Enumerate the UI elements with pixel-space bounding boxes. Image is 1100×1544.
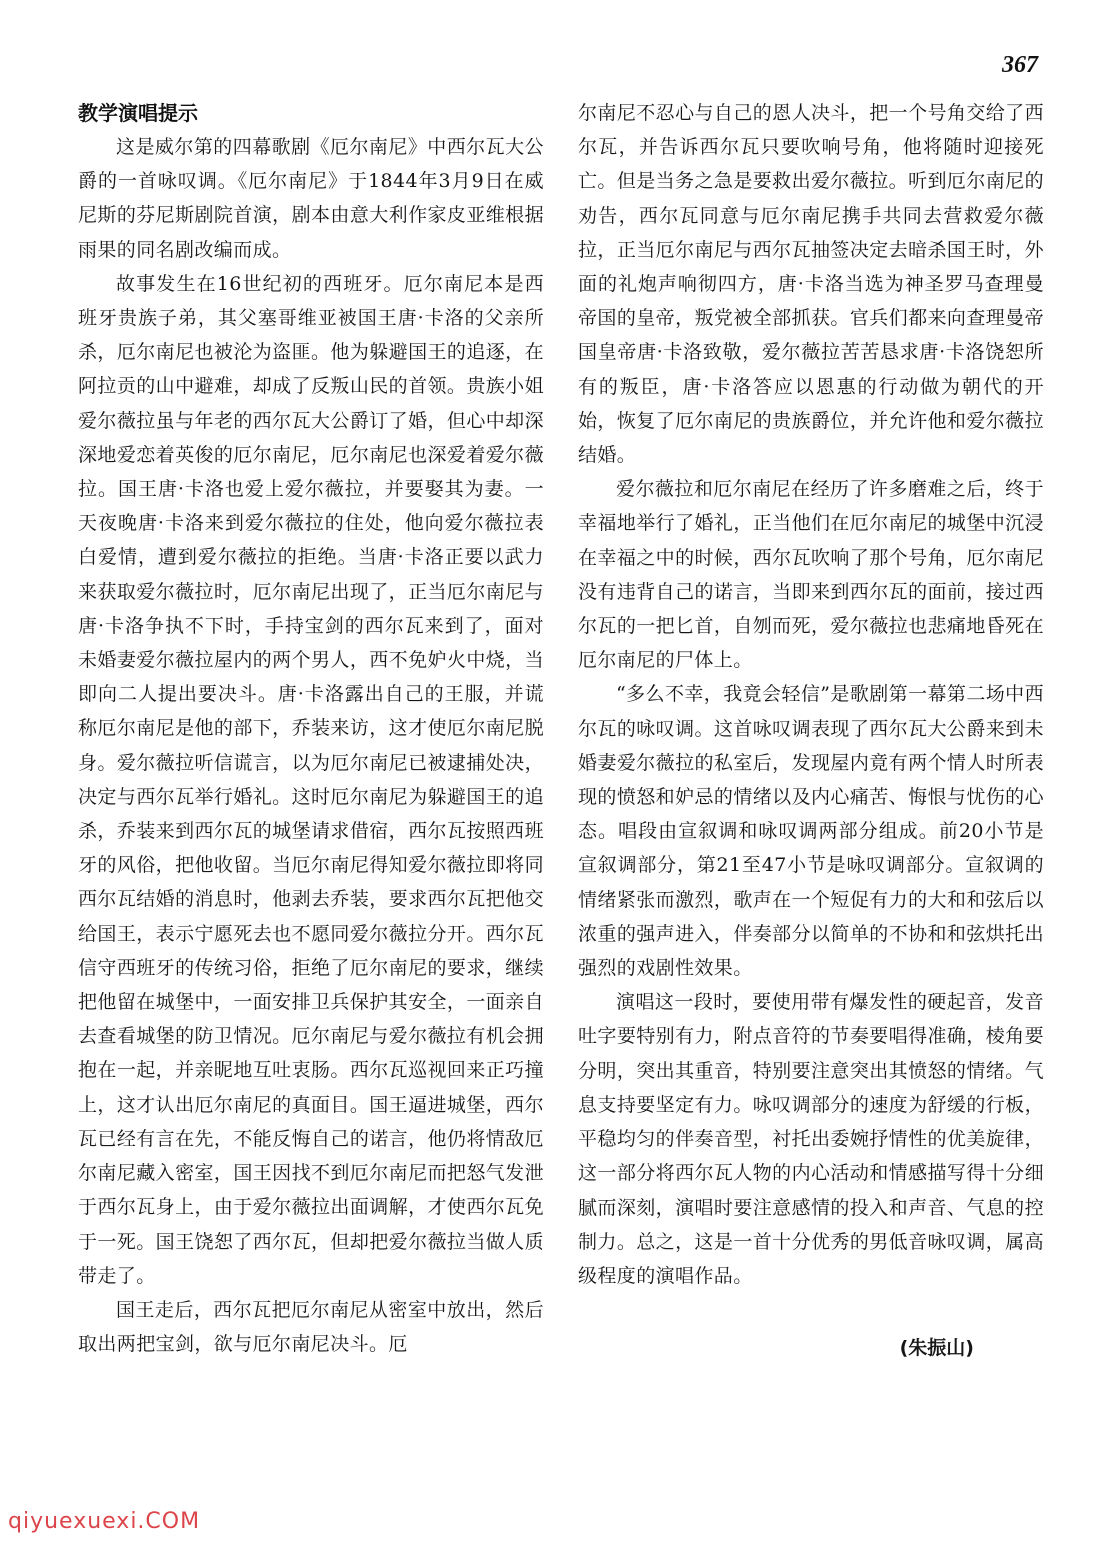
- left-column: [78, 96, 544, 1363]
- paragraph-continuation: 尔南尼不忍心与自己的恩人决斗，把一个号角交给了西尔瓦，并告诉西尔瓦只要吹响号角，他将随时迎接死亡。但是当务之急是要救出爱尔薇拉。听到厄尔南尼的劝告，西尔瓦同意与厄尔南尼携手共同去营救爱尔薇拉，正当厄尔南尼与西尔瓦抽签决定去暗杀国王时，外面的礼炮声响彻四方，唐·卡洛当选为神圣罗马查理曼帝国的皇帝，叛党被全部抓获。官兵们都来向查理曼帝国皇帝唐·卡洛致敬，爱尔薇拉苦苦恳求唐·卡洛饶恕所有的叛臣，唐·卡洛答应以恩惠的行动做为朝代的开始，恢复了厄尔南尼的贵族爵位，并允许他和爱尔薇拉结婚。: [578, 102, 1044, 467]
- paragraph-story-continued: 国王走后，西尔瓦把厄尔南尼从密室中放出，然后取出两把宝剑，欲与厄尔南尼决斗。厄: [78, 1298, 544, 1356]
- paragraph-intro: 这是威尔第的四幕歌剧《厄尔南尼》中西尔瓦大公爵的一首咏叹调。《厄尔南尼》于1844年3月9日在威尼斯的芬尼斯剧院首演，剧本由意大利作家皮亚维根据雨果的同名剧改编而成。: [78, 136, 544, 261]
- section-heading: 教学演唱提示: [78, 101, 198, 125]
- paragraph-story: 故事发生在16世纪初的西班牙。厄尔南尼本是西班牙贵族子弟，其父塞哥维亚被国王唐·卡洛的父亲所杀，厄尔南尼也被沦为盗匪。他为躲避国王的追逐，在阿拉贡的山中避难，却成了反叛山民的首领。贵族小姐爱尔薇拉虽与年老的西尔瓦大公爵订了婚，但心中却深深地爱恋着英俊的厄尔南尼，厄尔南尼也深爱着爱尔薇拉。国王唐·卡洛也爱上爱尔薇拉，并要娶其为妻。一天夜晚唐·卡洛来到爱尔薇拉的住处，他向爱尔薇拉表白爱情，遭到爱尔薇拉的拒绝。当唐·卡洛正要以武力来获取爱尔薇拉时，厄尔南尼出现了，正当厄尔南尼与唐·卡洛争执不下时，手持宝剑的西尔瓦来到了，面对未婚妻爱尔薇拉屋内的两个男人，西不免妒火中烧，当即向二人提出要决斗。唐·卡洛露出自己的王服，并谎称厄尔南尼是他的部下，乔装来访，这才使厄尔南尼脱身。爱尔薇拉听信谎言，以为厄尔南尼已被逮捕处决，决定与西尔瓦举行婚礼。这时厄尔南尼为躲避国王的追杀，乔装来到西尔瓦的城堡请求借宿，西尔瓦按照西班牙的风俗，把他收留。当厄尔南尼得知爱尔薇拉即将同西尔瓦结婚的消息时，他剥去乔装，要求西尔瓦把他交给国王，表示宁愿死去也不愿同爱尔薇拉分开。西尔瓦信守西班牙的传统习俗，拒绝了厄尔南尼的要求，继续把他留在城堡中，一面安排卫兵保护其安全，一面亲自去查看城堡的防卫情况。厄尔南尼与爱尔薇拉有机会拥抱在一起，并亲昵地互吐衷肠。西尔瓦巡视回来正巧撞上，这才认出厄尔南尼的真面目。国王逼进城堡，西尔瓦已经有言在先，不能反悔自己的诺言，他仍将情敌厄尔南尼藏入密室，国王因找不到厄尔南尼而把怒气发泄于西尔瓦身上，由于爱尔薇拉出面调解，才使西尔瓦免于一死。国王饶恕了西尔瓦，但却把爱尔薇拉当做人质带走了。: [78, 272, 544, 1287]
- right-column: [578, 96, 1044, 1363]
- page-number: 367: [1002, 52, 1038, 78]
- author-signature: (朱振山): [899, 1337, 974, 1360]
- text-columns: [78, 96, 1044, 1363]
- paragraph-aria-analysis: “多么不幸，我竟会轻信”是歌剧第一幕第二场中西尔瓦的咏叹调。这首咏叹调表现了西尔瓦大公爵来到未婚妻爱尔薇拉的私室后，发现屋内竟有两个情人时所表现的愤怒和妒忌的情绪以及内心痛苦、悔恨与忧伤的心态。唱段由宣叙调和咏叹调两部分组成。前20小节是宣叙调部分，第21至47小节是咏叹调部分。宣叙调的情绪紧张而激烈，歌声在一个短促有力的大和和弦后以浓重的强声进入，伴奏部分以简单的不协和和弦烘托出强烈的戏剧性效果。: [578, 683, 1044, 980]
- site-watermark: qiyuexuexi.COM: [8, 1509, 201, 1534]
- paragraph-ending: 爱尔薇拉和厄尔南尼在经历了许多磨难之后，终于幸福地举行了婚礼，正当他们在厄尔南尼的城堡中沉浸在幸福之中的时候，西尔瓦吹响了那个号角，厄尔南尼没有违背自己的诺言，当即来到西尔瓦的面前，接过西尔瓦的一把匕首，自刎而死，爱尔薇拉也悲痛地昏死在厄尔南尼的尸体上。: [578, 478, 1044, 672]
- paragraph-performance-tips: 演唱这一段时，要使用带有爆发性的硬起音，发音吐字要特别有力，附点音符的节奏要唱得准确，棱角要分明，突出其重音，特别要注意突出其愤怒的情绪。气息支持要坚定有力。咏叹调部分的速度为舒缓的行板，平稳均匀的伴奏音型，衬托出委婉抒情性的优美旋律，这一部分将西尔瓦人物的内心活动和情感描写得十分细腻而深刻，演唱时要注意感情的投入和声音、气息的控制力。总之，这是一首十分优秀的男低音咏叹调，属高级程度的演唱作品。: [578, 991, 1044, 1287]
